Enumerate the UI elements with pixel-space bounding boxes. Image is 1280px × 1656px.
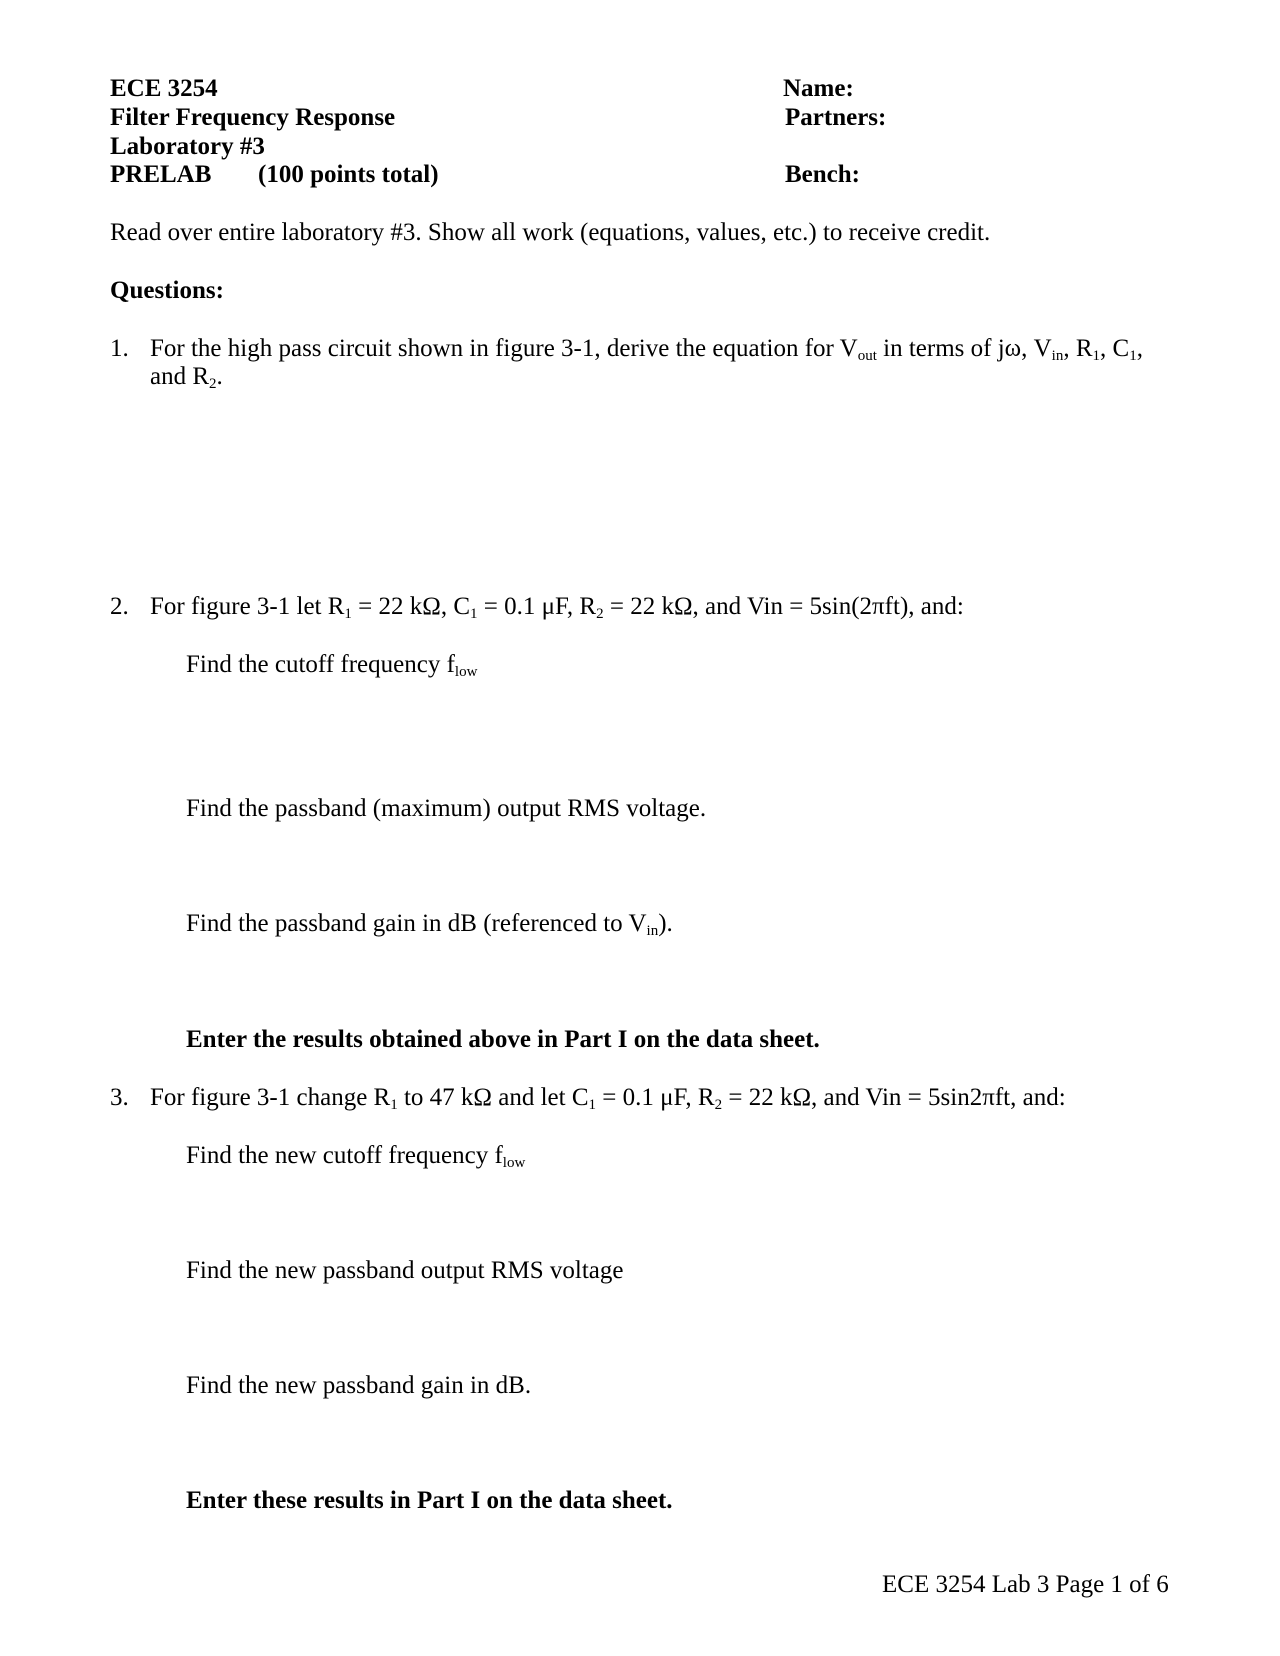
- lab-number: Laboratory #3: [110, 133, 265, 160]
- question-2-task-gain: [186, 909, 673, 938]
- q3-subscript: 1: [390, 1097, 398, 1113]
- q2-text-part: For figure 3-1 let R: [150, 593, 345, 620]
- question-3-task-gain: Find the new passband gain in dB.: [186, 1372, 532, 1399]
- question-2-text: [150, 592, 964, 621]
- q1-text-part: in terms of jω, V: [876, 335, 1052, 362]
- question-3-task-cutoff: [186, 1141, 525, 1170]
- page-footer: ECE 3254 Lab 3 Page 1 of 6: [882, 1571, 1169, 1598]
- q1-text-part: , C: [1100, 335, 1130, 362]
- q3-text-part: to 47 kΩ and let C: [397, 1084, 589, 1111]
- question-3-task-rms: Find the new passband output RMS voltage: [186, 1257, 624, 1284]
- question-2-task-rms: Find the passband (maximum) output RMS voltage.: [186, 795, 707, 822]
- lab-title: Filter Frequency Response: [110, 104, 396, 131]
- q1-subscript: in: [1051, 348, 1064, 364]
- q1-subscript: 2: [209, 376, 217, 392]
- questions-heading: Questions:: [110, 277, 224, 304]
- q2-text-part: = 0.1 μF, R: [477, 593, 597, 620]
- q2-subscript: 1: [344, 606, 352, 622]
- q3-task-text: Find the new cutoff frequency f: [186, 1142, 503, 1169]
- intro-instructions: Read over entire laboratory #3. Show all work (equations, values, etc.) to receive credit.: [110, 219, 991, 246]
- q1-text-part: For the high pass circuit shown in figure 3-1, derive the equation for V: [150, 335, 858, 362]
- question-1-number: 1.: [110, 335, 129, 362]
- q2-text-part: = 22 kΩ, C: [351, 593, 471, 620]
- q1-text-part: , R: [1063, 335, 1093, 362]
- q3-subscript: 2: [714, 1097, 723, 1113]
- question-3-number: 3.: [110, 1084, 129, 1111]
- prelab-label: PRELAB: [110, 161, 212, 188]
- q1-text-part: ,: [1136, 335, 1143, 362]
- q3-subscript: low: [502, 1155, 526, 1171]
- q2-task-text: Find the cutoff frequency f: [186, 651, 455, 678]
- q3-subscript: 1: [588, 1097, 597, 1113]
- q2-subscript: low: [454, 664, 478, 680]
- q2-subscript: 2: [596, 606, 604, 622]
- q3-text-part: = 0.1 μF, R: [596, 1084, 715, 1111]
- question-1-text-line2: [150, 362, 223, 391]
- partners-label: Partners:: [785, 104, 887, 131]
- question-2-task-cutoff: [186, 650, 477, 679]
- bench-label: Bench:: [785, 161, 860, 188]
- q1-text-part: .: [216, 363, 223, 390]
- q2-task-text: ).: [658, 910, 673, 937]
- course-number: ECE 3254: [110, 75, 218, 102]
- q2-subscript: in: [646, 923, 659, 939]
- q3-text-part: For figure 3-1 change R: [150, 1084, 391, 1111]
- q1-text-part: and R: [150, 363, 210, 390]
- q3-text-part: = 22 kΩ, and Vin = 5sin2πft, and:: [722, 1084, 1066, 1111]
- q2-text-part: = 22 kΩ, and Vin = 5sin(2πft), and:: [603, 593, 964, 620]
- q2-task-text: Find the passband gain in dB (referenced to V: [186, 910, 647, 937]
- q1-subscript: 1: [1092, 348, 1101, 364]
- question-1-text: [150, 334, 1143, 363]
- question-2-number: 2.: [110, 593, 129, 620]
- question-2-note: Enter the results obtained above in Part I on the data sheet.: [186, 1026, 820, 1053]
- question-3-note: Enter these results in Part I on the data sheet.: [186, 1487, 673, 1514]
- name-label: Name:: [783, 75, 854, 102]
- q2-subscript: 1: [470, 606, 478, 622]
- q1-subscript: out: [857, 348, 877, 364]
- points-total: (100 points total): [258, 161, 439, 188]
- q1-subscript: 1: [1129, 348, 1137, 364]
- question-3-text: [150, 1083, 1066, 1112]
